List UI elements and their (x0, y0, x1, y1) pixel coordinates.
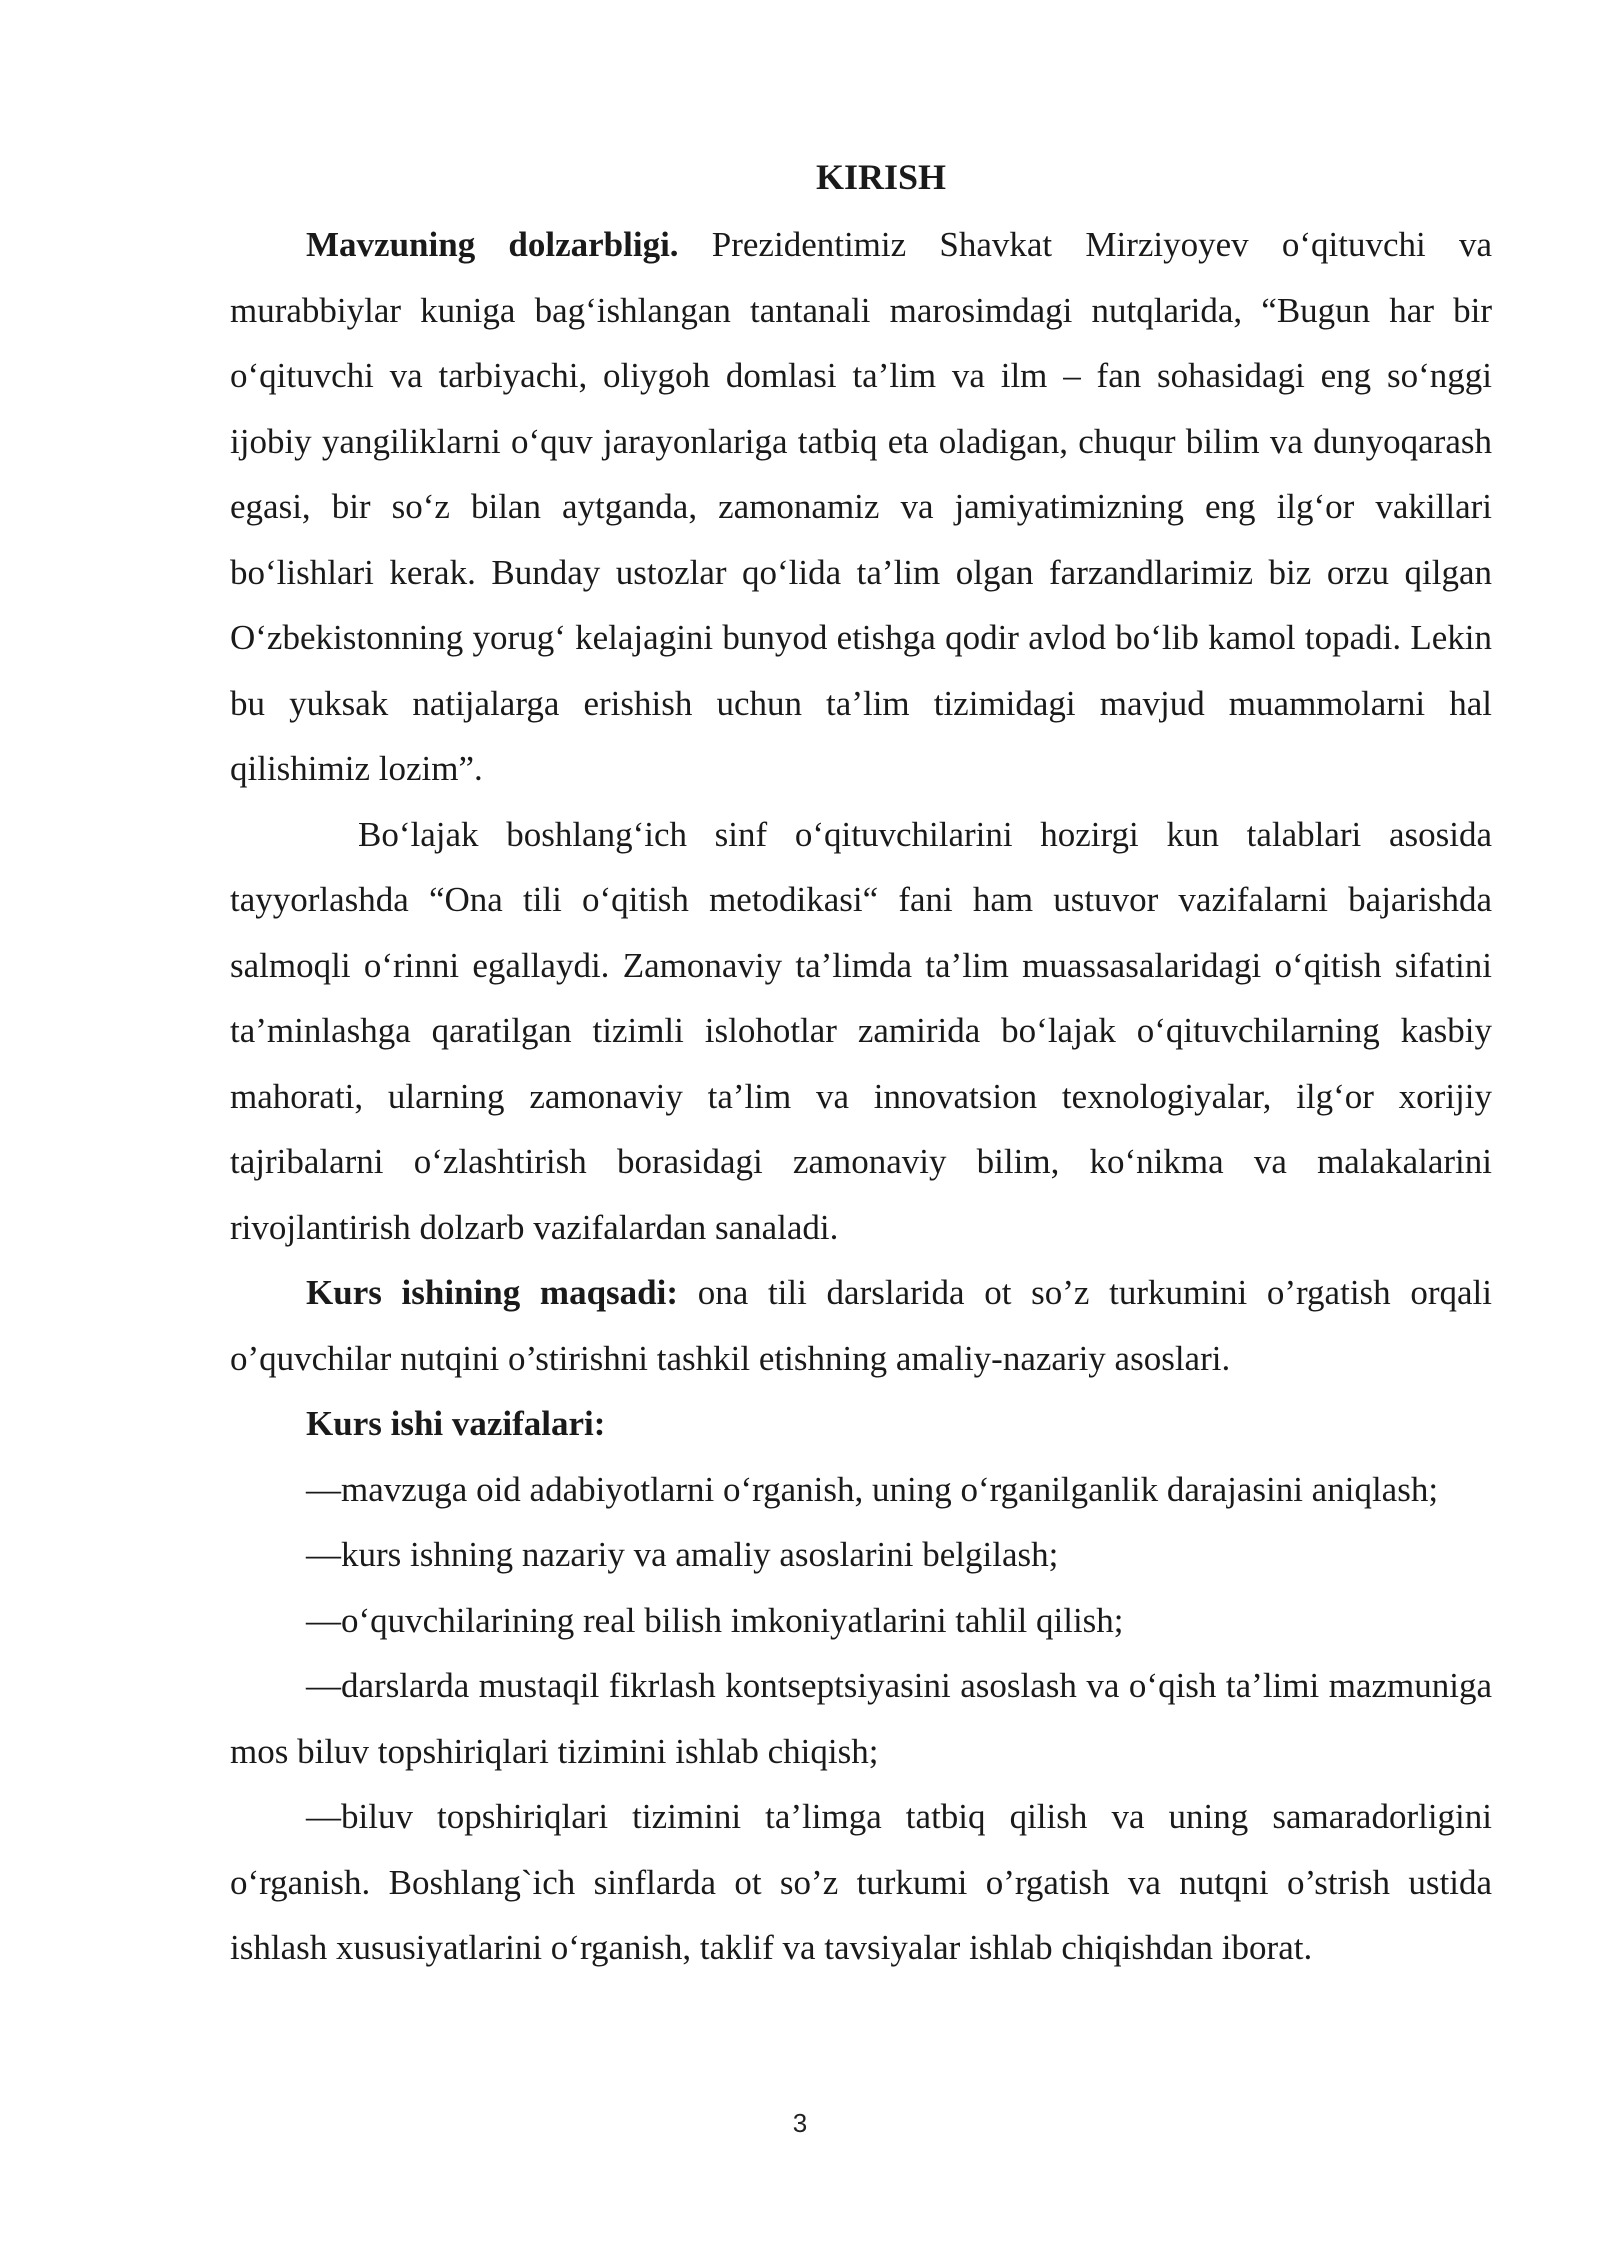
preparation-paragraph: Bo‘lajak boshlang‘ich sinf o‘qituvchilarini hozirgi kun talablari asosida tayyorlashda “Ona tili o‘qitish metodikasi“ fani ham ustuvor vazifalarni bajarishda salmoqli o‘rinni egallaydi. Zamonaviy ta’limda ta’lim muassasalaridagi o‘qitish sifatini ta’minlashga qaratilgan tizimli islohotlar zamirida bo‘lajak o‘qituvchilarning kasbiy mahorati, ularning zamonaviy ta’lim va innovatsion texnologiyalar, ilg‘or xorijiy tajribalarni o‘zlashtirish borasidagi zamonaviy bilim, ko‘nikma va malakalarini rivojlantirish dolzarb vazifalardan sanaladi. (230, 814, 1492, 1247)
page-number: 3 (792, 2108, 808, 2138)
tasks-heading: Kurs ishi vazifalari: (306, 1404, 606, 1443)
document-page (230, 150, 1492, 1981)
task-item: —mavzuga oid adabiyotlarni o‘rganish, uning o‘rganilganlik darajasini aniqlash; (306, 1469, 1439, 1509)
goal-text: ona tili darslarida ot so’z turkumini o’rgatish orqali o’quvchilar nutqini o’stirishni tashkil etishning amaliy-nazariy asoslari. (230, 1273, 1492, 1378)
goal-paragraph (230, 1260, 1492, 1391)
relevance-text: Prezidentimiz Shavkat Mirziyoyev o‘qituvchi va murabbiylar kuniga bag‘ishlangan tantanali marosimdagi nutqlarida, “Bugun har bir o‘qituvchi va tarbiyachi, oliygoh domlasi ta’lim va ilm – fan sohasidagi eng so‘nggi ijobiy yangiliklarni o‘quv jarayonlariga tatbiq eta oladigan, chuqur bilim va dunyoqarash egasi, bir so‘z bilan aytganda, zamonamiz va jamiyatimizning eng ilg‘or vakillari bo‘lishlari kerak. Bunday ustozlar qo‘lida ta’lim olgan farzandlarimiz biz orzu qilgan O‘zbekistonning yorug‘ kelajagini bunyod etishga qodir avlod bo‘lib kamol topadi. Lekin bu yuksak natijalarga erishish uchun ta’lim tizimidagi mavjud muammolarni hal qilishimiz lozim”. (230, 225, 1492, 788)
task-item: —kurs ishning nazariy va amaliy asoslarini belgilash; (306, 1535, 1059, 1574)
task-item: —biluv topshiriqlari tizimini ta’limga tatbiq qilish va uning samaradorligini o‘rganish. Boshlang`ich sinflarda ot so’z turkumi o’rgatish va nutqni o’strish ustida ishlash xususiyatlarini o‘rganish, taklif va tavsiyalar ishlab chiqishdan iborat. (230, 1797, 1492, 1967)
relevance-paragraph (230, 212, 1492, 802)
relevance-label: Mavzuning dolzarbligi. (306, 225, 679, 264)
goal-label: Kurs ishining maqsadi: (306, 1273, 679, 1312)
section-title: KIRISH (815, 157, 947, 197)
task-item: —o‘quvchilarining real bilish imkoniyatlarini tahlil qilish; (306, 1600, 1124, 1640)
task-item: —darslarda mustaqil fikrlash kontseptsiyasini asoslash va o‘qish ta’limi mazmuniga mos biluv topshiriqlari tizimini ishlab chiqish; (230, 1666, 1492, 1771)
